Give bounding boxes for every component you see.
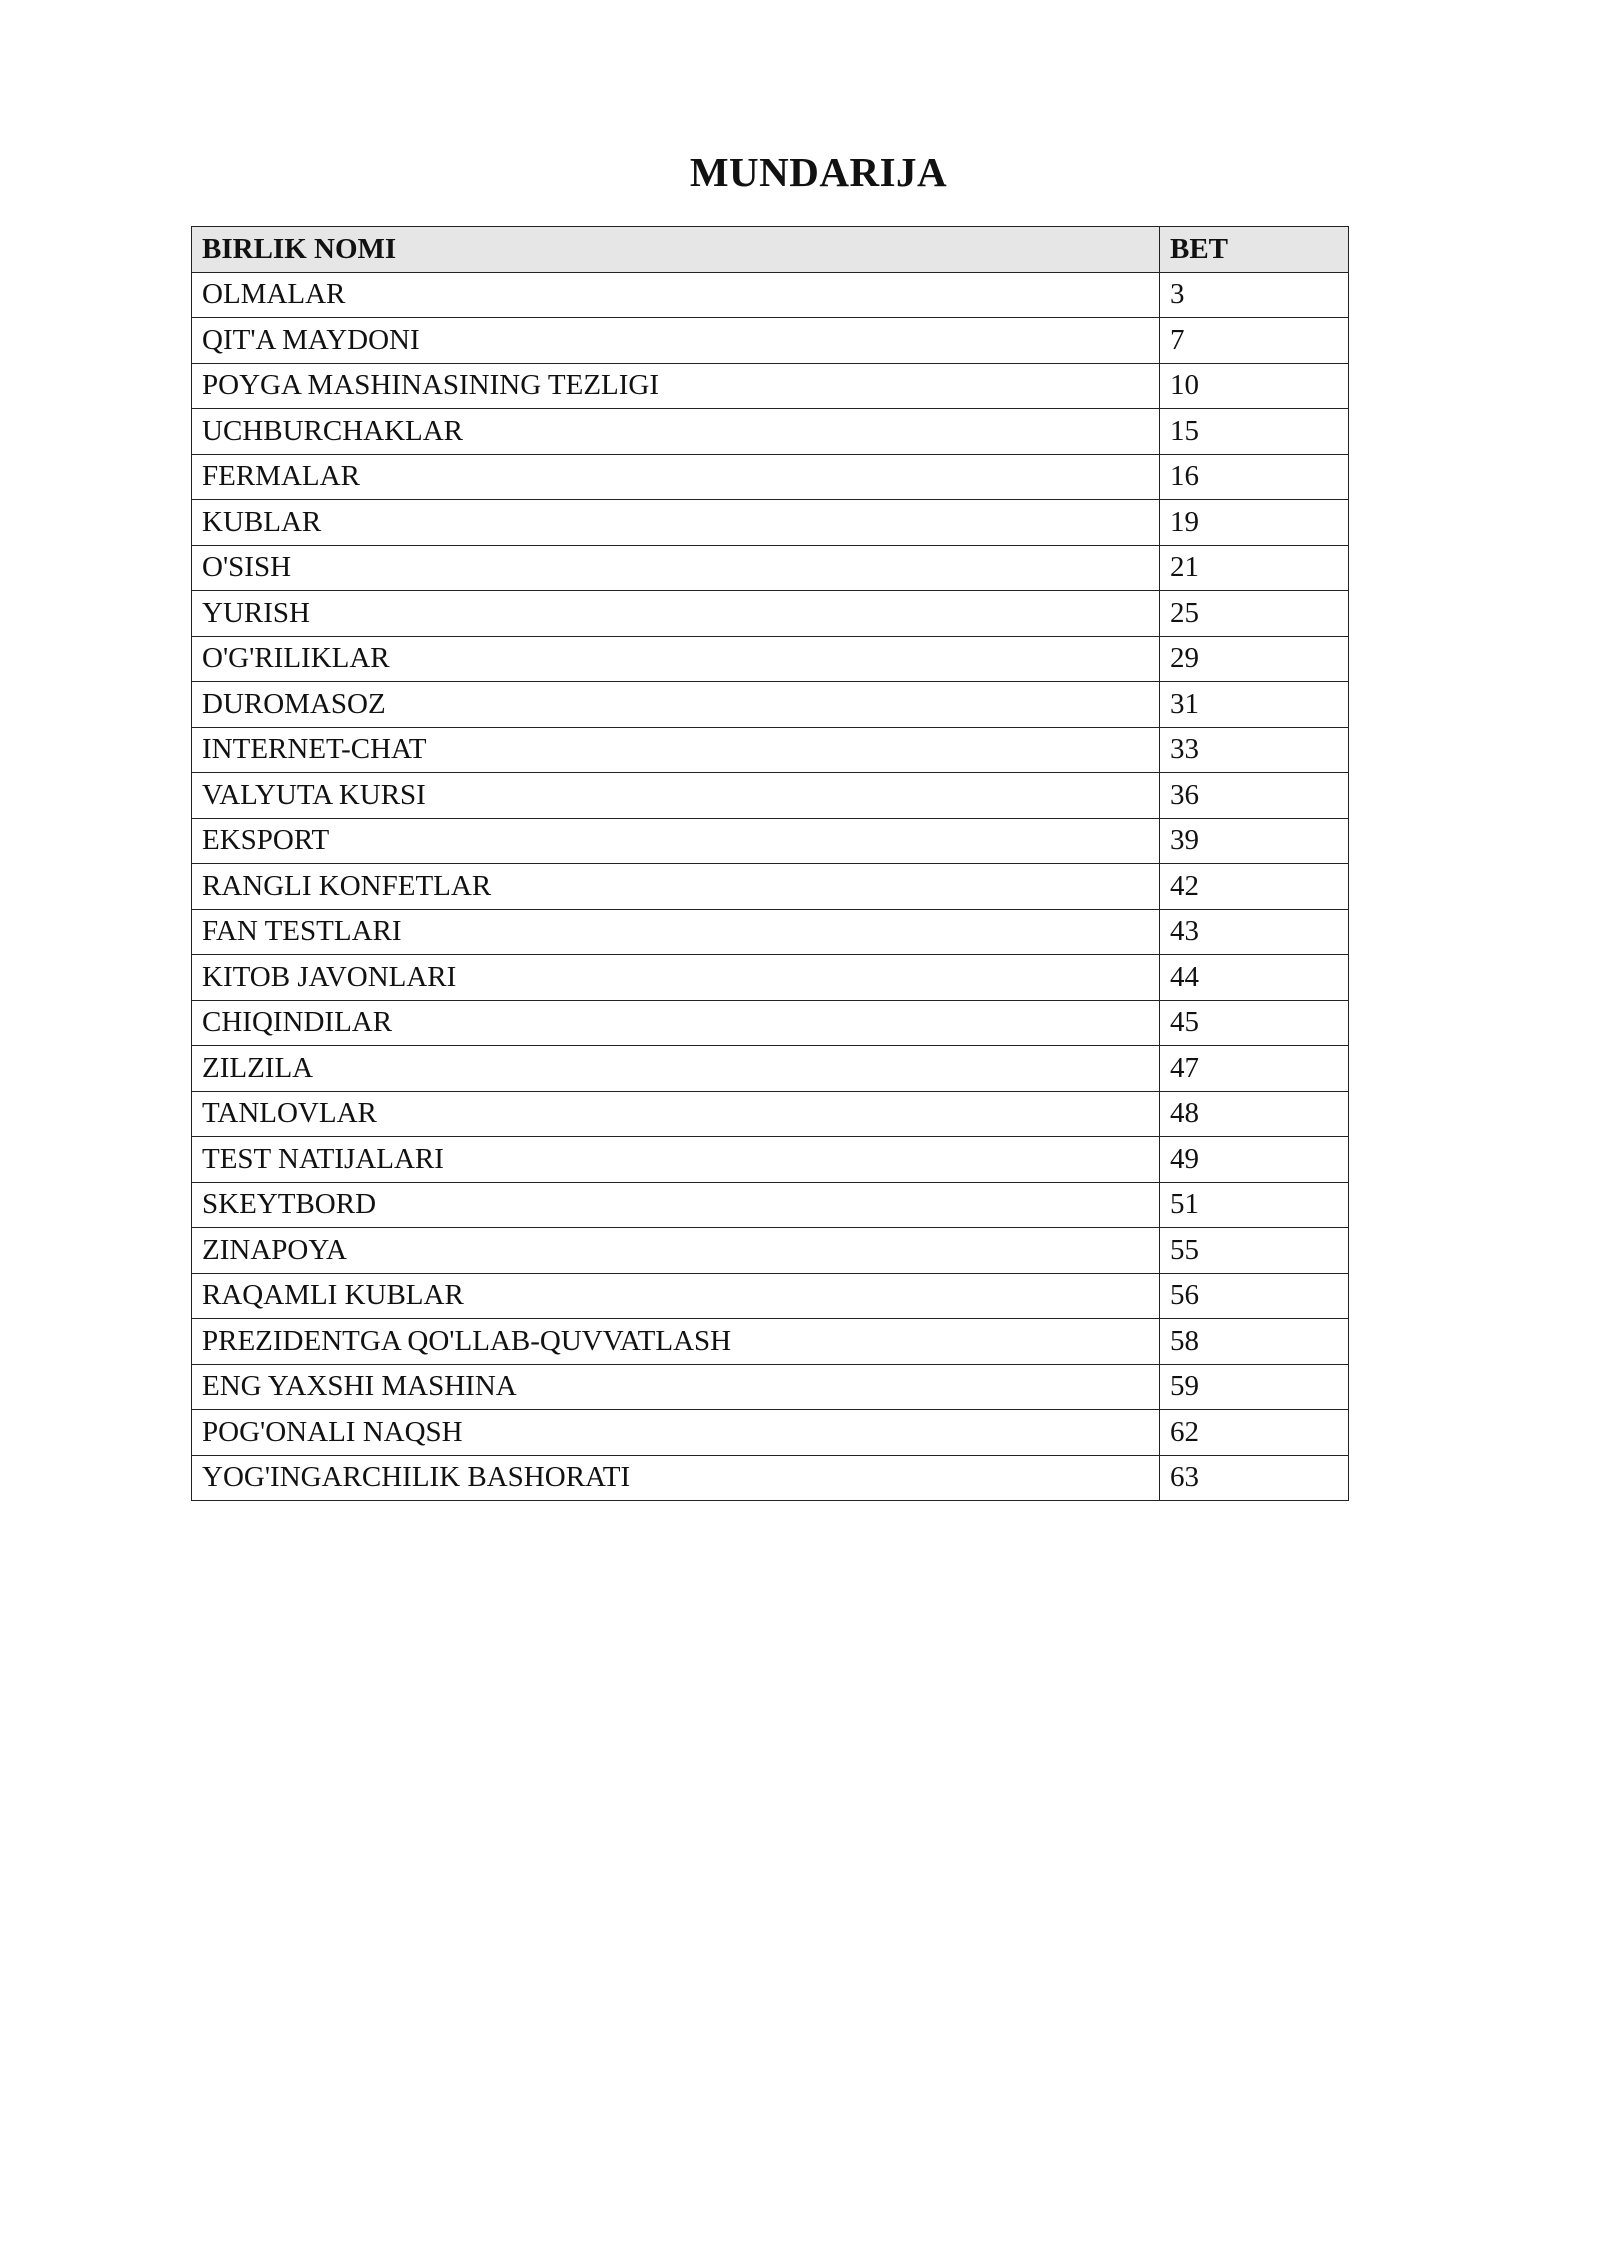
- table-row: [192, 1319, 1349, 1365]
- table-row: [192, 1273, 1349, 1319]
- table-row: [192, 1182, 1349, 1228]
- unit-name-cell: QIT'A MAYDONI: [192, 318, 1160, 364]
- unit-name-cell: TEST NATIJALARI: [192, 1137, 1160, 1183]
- page-number-cell: 59: [1160, 1364, 1349, 1410]
- page-number-cell: 10: [1160, 363, 1349, 409]
- table-row: [192, 1455, 1349, 1501]
- table-row: [192, 1364, 1349, 1410]
- unit-name-cell: CHIQINDILAR: [192, 1000, 1160, 1046]
- unit-name-cell: PREZIDENTGA QO'LLAB-QUVVATLASH: [192, 1319, 1160, 1365]
- table-row: [192, 500, 1349, 546]
- unit-name-cell: EKSPORT: [192, 818, 1160, 864]
- table-row: [192, 773, 1349, 819]
- unit-name-cell: UCHBURCHAKLAR: [192, 409, 1160, 455]
- unit-name-cell: KUBLAR: [192, 500, 1160, 546]
- unit-name-cell: FAN TESTLARI: [192, 909, 1160, 955]
- page-number-cell: 25: [1160, 591, 1349, 637]
- unit-name-cell: YURISH: [192, 591, 1160, 637]
- unit-name-cell: RANGLI KONFETLAR: [192, 864, 1160, 910]
- table-row: [192, 545, 1349, 591]
- page-number-cell: 43: [1160, 909, 1349, 955]
- page-number-cell: 16: [1160, 454, 1349, 500]
- unit-name-cell: INTERNET-CHAT: [192, 727, 1160, 773]
- unit-name-cell: KITOB JAVONLARI: [192, 955, 1160, 1001]
- table-header-row: [192, 227, 1349, 273]
- page-number-cell: 19: [1160, 500, 1349, 546]
- column-header-page: BET: [1160, 227, 1349, 273]
- page-number-cell: 48: [1160, 1091, 1349, 1137]
- page-number-cell: 29: [1160, 636, 1349, 682]
- page-number-cell: 33: [1160, 727, 1349, 773]
- unit-name-cell: ZINAPOYA: [192, 1228, 1160, 1274]
- page-number-cell: 56: [1160, 1273, 1349, 1319]
- table-row: [192, 1410, 1349, 1456]
- table-row: [192, 1000, 1349, 1046]
- page-number-cell: 7: [1160, 318, 1349, 364]
- table-row: [192, 636, 1349, 682]
- unit-name-cell: TANLOVLAR: [192, 1091, 1160, 1137]
- table-row: [192, 1091, 1349, 1137]
- column-header-unit-name: BIRLIK NOMI: [192, 227, 1160, 273]
- unit-name-cell: ENG YAXSHI MASHINA: [192, 1364, 1160, 1410]
- table-row: [192, 318, 1349, 364]
- page-number-cell: 42: [1160, 864, 1349, 910]
- table-row: [192, 1137, 1349, 1183]
- unit-name-cell: RAQAMLI KUBLAR: [192, 1273, 1160, 1319]
- page-number-cell: 3: [1160, 272, 1349, 318]
- page-number-cell: 58: [1160, 1319, 1349, 1365]
- table-row: [192, 955, 1349, 1001]
- page-number-cell: 62: [1160, 1410, 1349, 1456]
- unit-name-cell: POG'ONALI NAQSH: [192, 1410, 1160, 1456]
- unit-name-cell: DUROMASOZ: [192, 682, 1160, 728]
- table-row: [192, 909, 1349, 955]
- page-number-cell: 49: [1160, 1137, 1349, 1183]
- page-number-cell: 55: [1160, 1228, 1349, 1274]
- page-title: MUNDARIJA: [689, 149, 948, 195]
- table-row: [192, 591, 1349, 637]
- page-number-cell: 63: [1160, 1455, 1349, 1501]
- table-row: [192, 1046, 1349, 1092]
- table-row: [192, 682, 1349, 728]
- unit-name-cell: OLMALAR: [192, 272, 1160, 318]
- unit-name-cell: POYGA MASHINASINING TEZLIGI: [192, 363, 1160, 409]
- table-of-contents: [191, 226, 1349, 1501]
- page-number-cell: 36: [1160, 773, 1349, 819]
- page-number-cell: 39: [1160, 818, 1349, 864]
- unit-name-cell: YOG'INGARCHILIK BASHORATI: [192, 1455, 1160, 1501]
- table-row: [192, 727, 1349, 773]
- page-number-cell: 15: [1160, 409, 1349, 455]
- unit-name-cell: FERMALAR: [192, 454, 1160, 500]
- page-number-cell: 44: [1160, 955, 1349, 1001]
- unit-name-cell: VALYUTA KURSI: [192, 773, 1160, 819]
- table-body: [192, 272, 1349, 1501]
- unit-name-cell: ZILZILA: [192, 1046, 1160, 1092]
- table-row: [192, 409, 1349, 455]
- page-number-cell: 31: [1160, 682, 1349, 728]
- table-row: [192, 818, 1349, 864]
- table-row: [192, 864, 1349, 910]
- unit-name-cell: O'G'RILIKLAR: [192, 636, 1160, 682]
- table-row: [192, 363, 1349, 409]
- page-number-cell: 21: [1160, 545, 1349, 591]
- page-number-cell: 45: [1160, 1000, 1349, 1046]
- unit-name-cell: SKEYTBORD: [192, 1182, 1160, 1228]
- table-row: [192, 1228, 1349, 1274]
- page-number-cell: 47: [1160, 1046, 1349, 1092]
- page-number-cell: 51: [1160, 1182, 1349, 1228]
- table-row: [192, 272, 1349, 318]
- unit-name-cell: O'SISH: [192, 545, 1160, 591]
- table-row: [192, 454, 1349, 500]
